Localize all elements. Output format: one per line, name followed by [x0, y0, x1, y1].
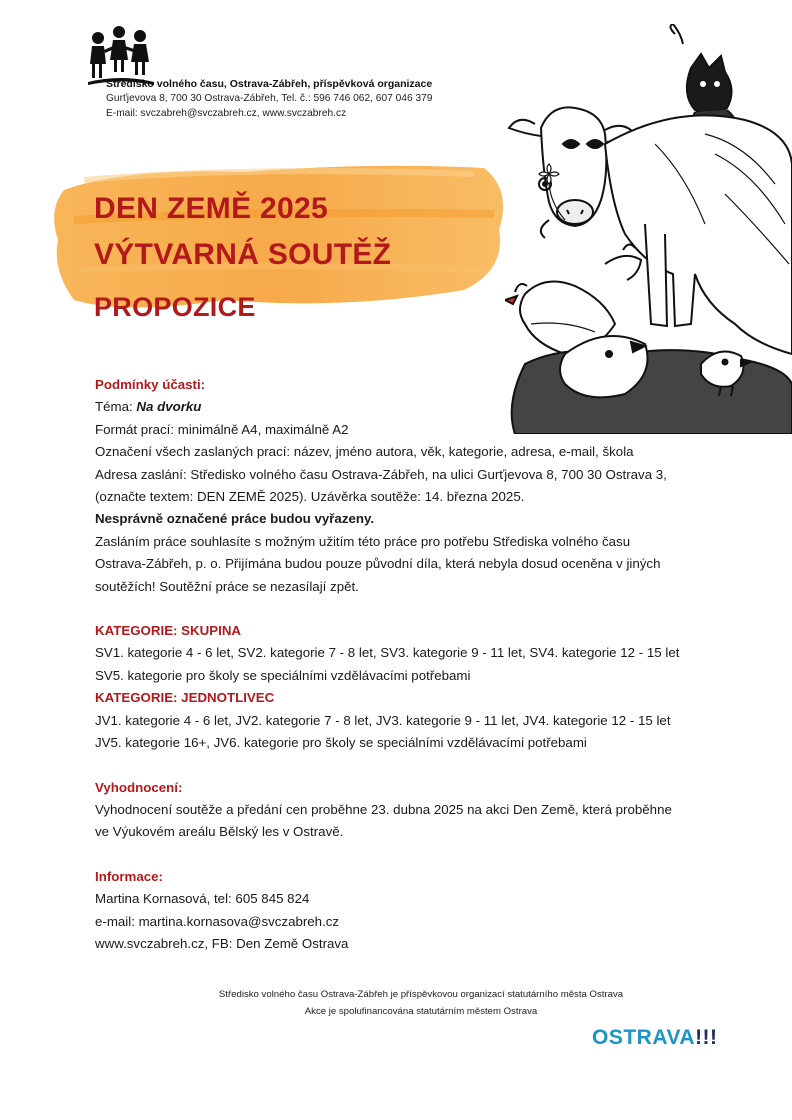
ostrava-logo-marks: !!!: [695, 1026, 718, 1049]
condition-labeling: Označení všech zaslaných prací: název, jméno autora, věk, kategorie, adresa, e-mail, škola: [95, 444, 634, 460]
organization-contact: E-mail: svczabreh@svczabreh.cz, www.svczabreh.cz: [106, 108, 347, 119]
info-web[interactable]: www.svczabreh.cz, FB: Den Země Ostrava: [95, 935, 349, 951]
footer-line-2: Akce je spolufinancována statutárním městem Ostrava: [304, 1006, 538, 1017]
organization-address: Gurťjevova 8, 700 30 Ostrava-Zábřeh, Tel. č.: 596 746 062, 607 046 379: [106, 93, 433, 104]
info-heading: Informace:: [95, 868, 163, 884]
footer-line-1: Středisko volného času Ostrava-Zábřeh je příspěvkovou organizací statutárního města Ostrava: [218, 989, 624, 1000]
evaluation-line-2: ve Výukovém areálu Bělský les v Ostravě.: [95, 824, 344, 840]
theme-label: Téma:: [95, 399, 137, 415]
info-contact-person: Martina Kornasová, tel: 605 845 824: [95, 891, 310, 907]
organization-name: Středisko volného času, Ostrava-Zábřeh, příspěvková organizace: [106, 78, 433, 90]
ostrava-logo: [592, 1026, 718, 1050]
condition-format: Formát prací: minimálně A4, maximálně A2: [95, 421, 349, 437]
evaluation-line-1: Vyhodnocení soutěže a předání cen proběhne 23. dubna 2025 na akci Den Země, která proběhne: [95, 801, 672, 817]
warning-text: Nesprávně označené práce budou vyřazeny.: [95, 511, 375, 527]
category-individual-heading: KATEGORIE: JEDNOTLIVEC: [95, 690, 275, 706]
title-line-1: DEN ZEMĚ 2025: [94, 192, 328, 225]
category-individual-line-1: JV1. kategorie 4 - 6 let, JV2. kategorie 7 - 8 let, JV3. kategorie 9 - 11 let, JV4. kategorie 12 - 15 let: [95, 712, 671, 728]
consent-line-2: Ostrava-Zábřeh, p. o. Přijímána budou pouze původní díla, která nebyla dosud oceněna v jiných: [95, 556, 661, 572]
condition-address: Adresa zaslání: Středisko volného času Ostrava-Zábřeh, na ulici Gurťjevova 8, 700 30 Ostrava 3,: [95, 466, 667, 482]
consent-line-1: Zasláním práce souhlasíte s možným užitím této práce pro potřebu Střediska volného času: [95, 533, 631, 549]
category-group-line-2: SV5. kategorie pro školy se speciálními vzdělávacími potřebami: [95, 667, 471, 683]
conditions-heading: Podmínky účasti:: [95, 377, 206, 392]
evaluation-heading: Vyhodnocení:: [95, 779, 183, 795]
category-group-line-1: SV1. kategorie 4 - 6 let, SV2. kategorie 7 - 8 let, SV3. kategorie 9 - 11 let, SV4. kategorie 12 - 15 let: [95, 645, 680, 661]
ostrava-logo-text: OSTRAVA: [592, 1026, 696, 1049]
farm-animals-illustration: [505, 24, 792, 434]
theme-line: [95, 396, 755, 418]
title-line-3: PROPOZICE: [94, 292, 256, 322]
main-content: [95, 374, 755, 955]
category-group-heading: KATEGORIE: SKUPINA: [95, 623, 242, 639]
condition-deadline: (označte textem: DEN ZEMĚ 2025). Uzávěrka soutěže: 14. března 2025.: [95, 489, 525, 505]
category-individual-line-2: JV5. kategorie 16+, JV6. kategorie pro školy se speciálními vzdělávacími potřebami: [95, 735, 587, 751]
info-email[interactable]: e-mail: martina.kornasova@svczabreh.cz: [95, 913, 340, 929]
theme-value: Na dvorku: [136, 399, 202, 415]
consent-line-3: soutěžích! Soutěžní práce se nezasílají zpět.: [95, 578, 359, 594]
title-line-2: VÝTVARNÁ SOUTĚŽ: [94, 238, 392, 271]
